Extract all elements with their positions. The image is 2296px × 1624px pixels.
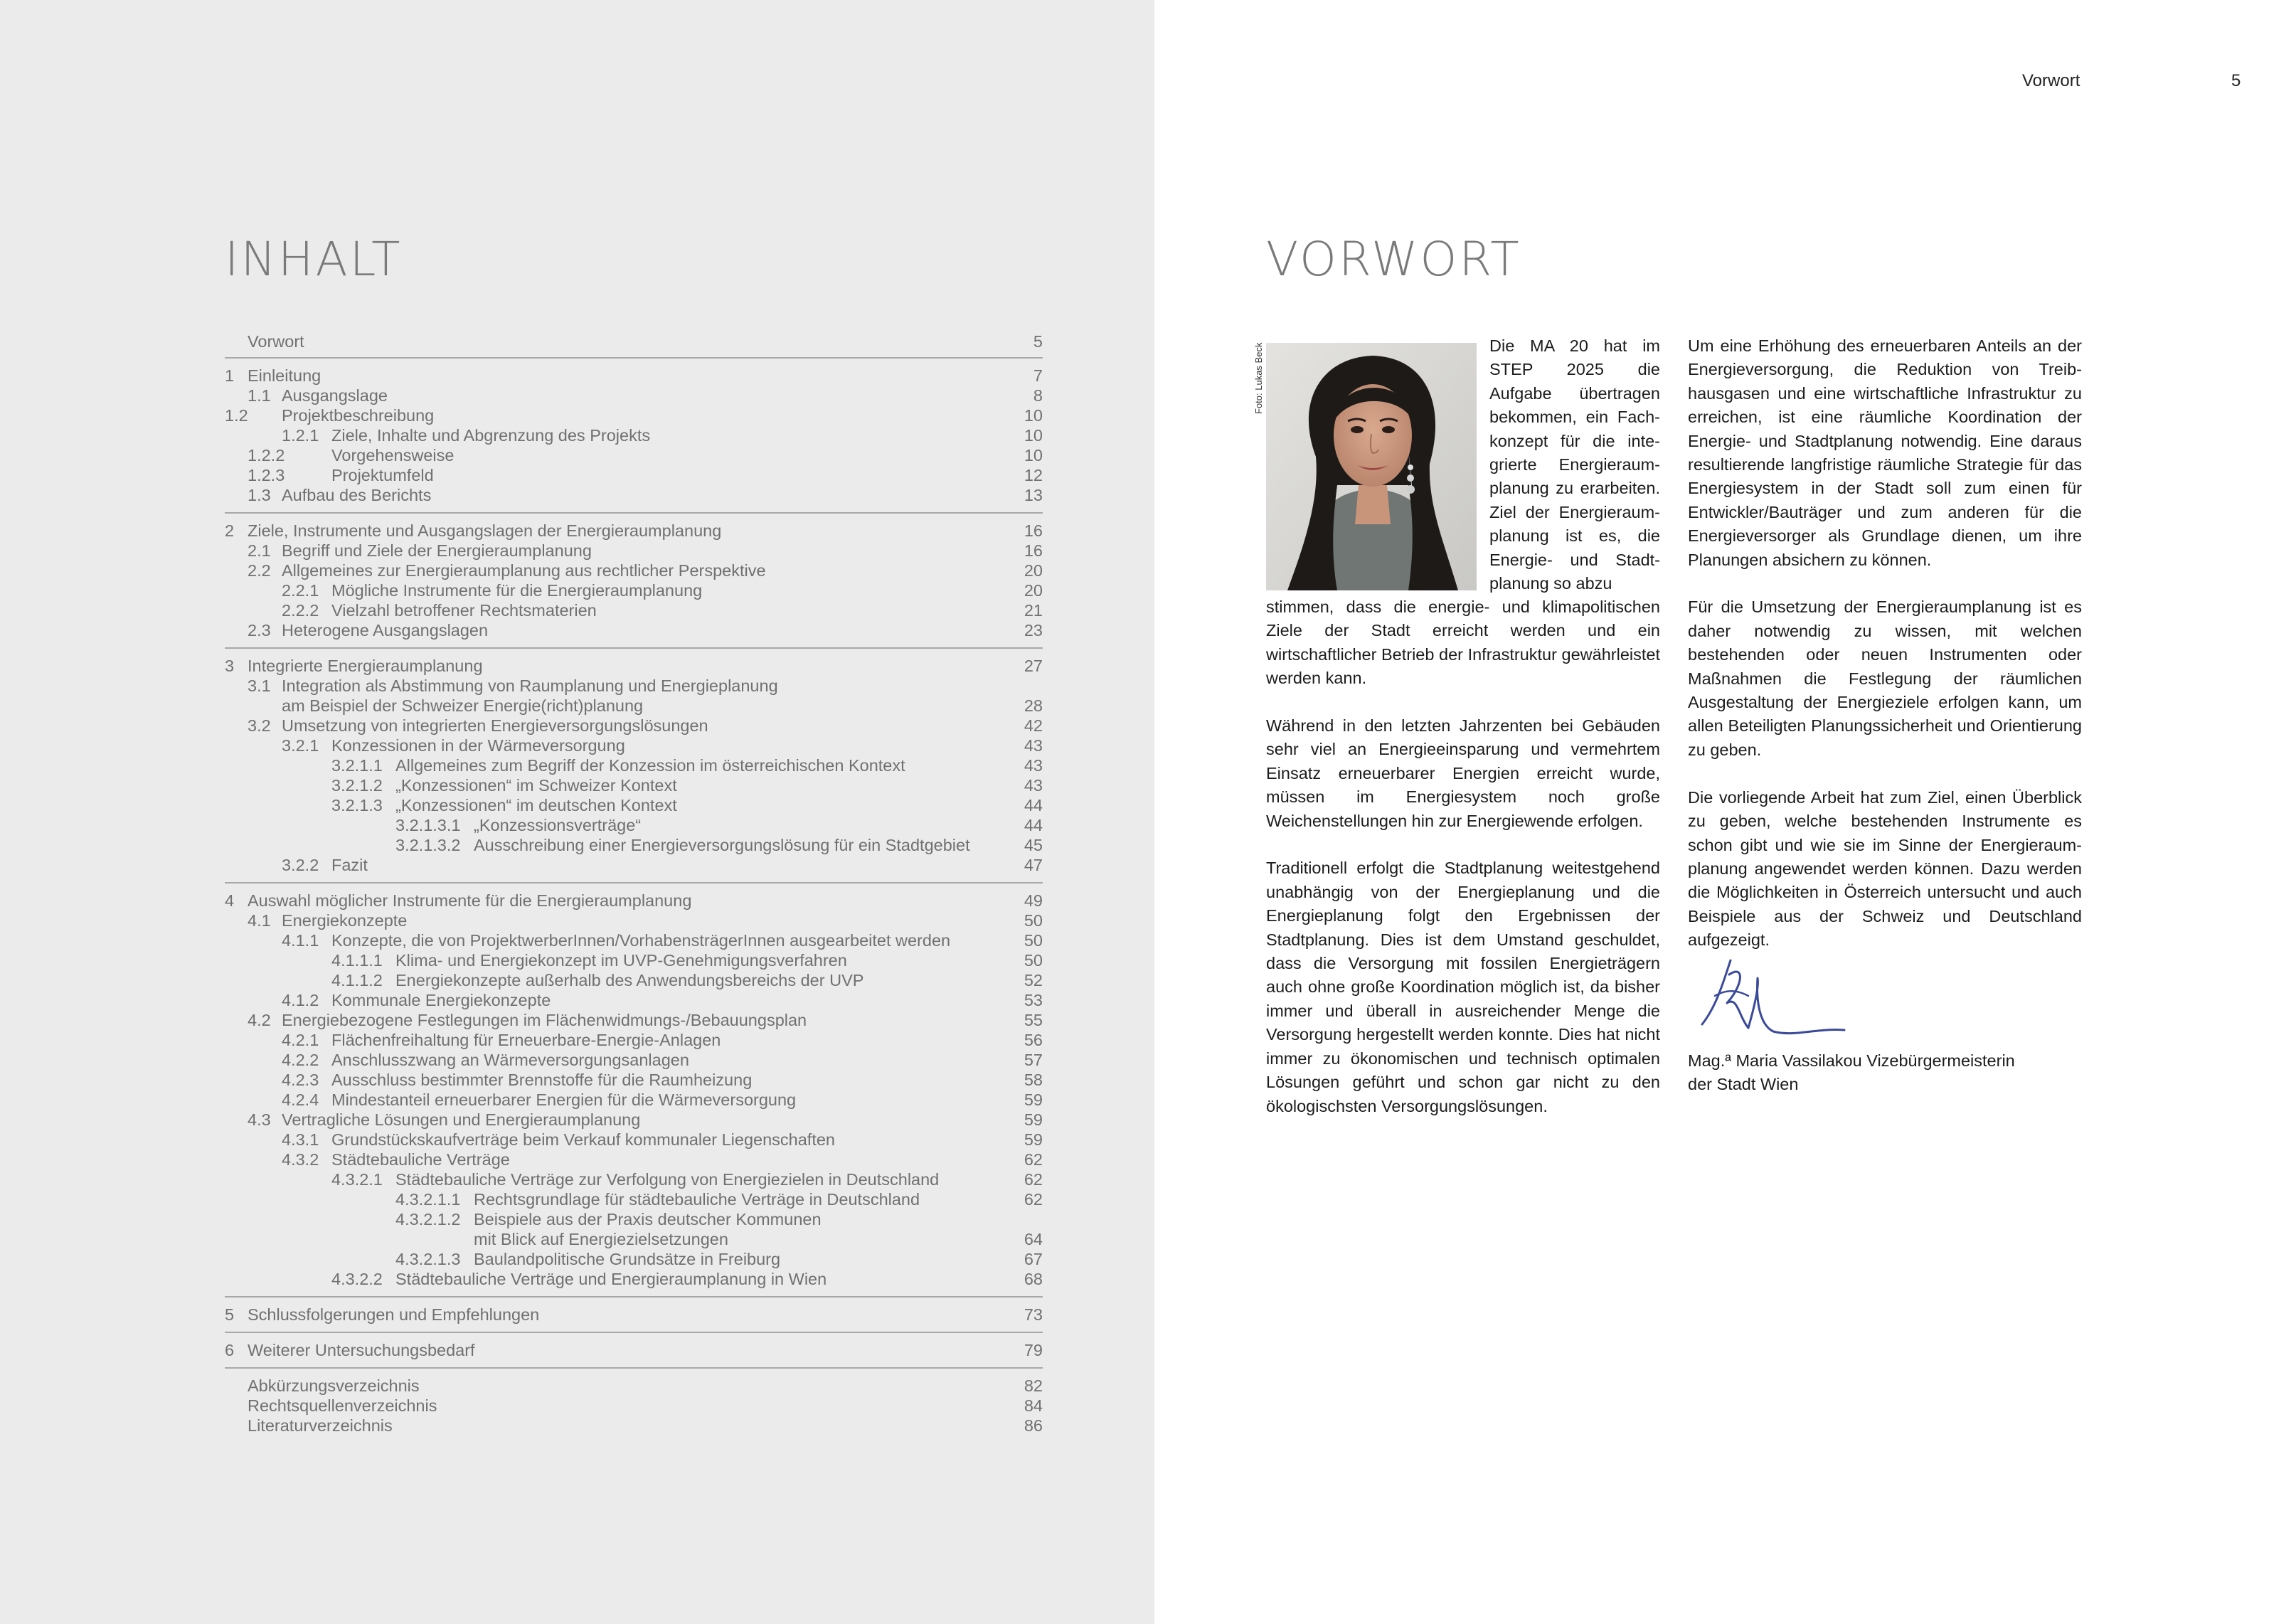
- toc-entry-title: Rechtsgrundlage für städtebauliche Verträge in Deutschland: [474, 1190, 920, 1209]
- toc-entry-number: 4.3.2.1.1: [395, 1190, 461, 1209]
- toc-entry-title: Integrierte Energieraumplanung: [248, 657, 483, 675]
- foreword-paragraph-5: Für die Umsetzung der Energieraumplanung ist es daher notwendig zu wissen, mit welchen bestehenden oder neuen Instrumenten oder Maßnahmen die Festlegung der räumlichen Ausgestaltung der Energieziele erfolgen kann, um allen Beteiligten Planungssicherheit und Orientierung zu geben.: [1688, 598, 2082, 759]
- toc-entry-number: 3.2.1.3.1: [395, 816, 461, 834]
- toc-entry-page: 12: [1024, 466, 1043, 484]
- toc-entry-page: 16: [1024, 521, 1043, 540]
- toc-entry-number: 3.2: [248, 716, 271, 735]
- toc-entry-page: 21: [1024, 601, 1043, 620]
- foreword-col2: [1688, 334, 2082, 976]
- toc-entry-page: 50: [1024, 931, 1043, 950]
- toc-entry-number: 1.1: [248, 386, 271, 405]
- toc-entry[interactable]: [225, 1229, 1043, 1249]
- toc-entry-number: 3.2.1.3.2: [395, 836, 461, 854]
- toc-entry-number: 1: [225, 366, 235, 385]
- toc-entry-number: 3: [225, 657, 235, 675]
- toc-entry[interactable]: [225, 1189, 1043, 1209]
- toc-entry-title: Begriff und Ziele der Energieraumplanung: [282, 541, 592, 560]
- toc-entry-number: 4: [225, 891, 235, 910]
- toc-entry-number: 4.2: [248, 1011, 271, 1029]
- toc-entry-page: 49: [1024, 891, 1043, 910]
- toc-entry-title: „Konzessionsverträge“: [474, 816, 642, 834]
- toc-entry-number: 4.3.2.2: [331, 1270, 383, 1288]
- foreword-paragraph-6: Die vorliegende Arbeit hat zum Ziel, einen Überblick zu geben, welche bestehenden Instrumente es schon gibt und wie sie im Sinne der Energieraumplanung angewendet werden können. Dazu werden die Möglichkeiten in Österreich untersucht und auch Beispiele aus der Schweiz und Deutschland aufgezeigt.: [1688, 787, 2082, 950]
- signer-title: der Stadt Wien: [1688, 1075, 1799, 1094]
- toc-entry[interactable]: [225, 1396, 1043, 1416]
- toc-entry-page: 68: [1024, 1270, 1043, 1288]
- foreword-paragraph-4: Um eine Erhöhung des erneuerbaren Anteils an der Energieversorgung, die Reduktion von Treibhausgasen und eine wirtschaftliche Infrastruktur zu erreichen, ist eine räumliche Koordination der Energie- und Stadtplanung notwendig. Eine daraus resultierende langfristige räumliche Strategie für das Energiesystem in der Stadt soll zum einen für Entwickler/Bauträger und zum anderen für die Energieversorger als Grundlage dienen, um ihre Planungen absichern zu können.: [1688, 336, 2082, 569]
- toc-entry-number: 2.2.2: [282, 601, 319, 620]
- toc-entry-title: Integration als Abstimmung von Raumplanung und Energieplanung: [282, 676, 778, 695]
- toc-entry-page: 27: [1024, 657, 1043, 675]
- toc-entry-page: 7: [1033, 366, 1043, 385]
- toc-entry[interactable]: [225, 950, 1043, 970]
- toc-entry-title: Energiekonzepte: [282, 911, 408, 930]
- toc-entry[interactable]: [225, 1110, 1043, 1130]
- toc-entry[interactable]: [225, 521, 1043, 541]
- toc-entry-number: 4.3.1: [282, 1130, 319, 1149]
- toc-entry[interactable]: [225, 911, 1043, 930]
- toc-entry-title: Energiekonzepte außerhalb des Anwendungsbereichs der UVP: [395, 971, 864, 989]
- foreword-paragraph-3: Traditionell erfolgt die Stadtplanung weitestgehend unabhängig von der Energieplanung und die Energieplanung folgt den Ergebnissen der Stadtplanung. Dies ist dem Umstand geschuldet, dass die Versorgung mit fossilen Energieträgern auch ohne große Koordination möglich ist, da bisher immer und überall in ausreichender Menge die Versorgung hergestellt werden konnte. Dies hat nicht immer zu ökonomischen und technisch optimalen Lösungen geführt und schon gar nicht zu den ökologischsten Versorgungslösungen.: [1266, 859, 1660, 1115]
- toc-entry[interactable]: [225, 1050, 1043, 1070]
- foreword-paragraph-2: Während in den letzten Jahrzenten bei Gebäuden sehr viel an Energieeinsparung und vermehrtem Einsatz erneuerbarer Energien erreicht wurde, müssen im Energiesystem noch große Weichenstellungen hin zur Energiewende erfolgen.: [1266, 716, 1660, 830]
- toc-entry[interactable]: [225, 795, 1043, 815]
- toc-entry-number: 3.2.1.2: [331, 776, 383, 795]
- toc-entry[interactable]: [225, 445, 1043, 465]
- toc-entry[interactable]: [225, 405, 1043, 425]
- toc-entry[interactable]: [225, 1070, 1043, 1090]
- toc-group: [225, 882, 1043, 1296]
- toc-entry-title: Vorwort: [248, 332, 304, 351]
- toc-group: [225, 331, 1043, 357]
- toc-entry[interactable]: [225, 1376, 1043, 1396]
- toc-entry-title: Baulandpolitische Grundsätze in Freiburg: [474, 1250, 781, 1268]
- toc-entry-title: Ausschluss bestimmter Brennstoffe für die Raumheizung: [331, 1071, 753, 1089]
- toc-entry-page: 64: [1024, 1230, 1043, 1248]
- foreword-paragraph-intro: Die MA 20 hat im STEP 2025 die Aufgabe übertragen bekommen, ein Fachkonzept für die integrierte Energieraumplanung zu erarbeiten. Ziel der Energieraumplanung ist es, die Energie- und Stadtplanung so abzu: [1489, 336, 1660, 593]
- toc-entry[interactable]: [225, 815, 1043, 835]
- toc-entry-number: 4.3.2.1.3: [395, 1250, 461, 1268]
- toc-entry[interactable]: [225, 1010, 1043, 1030]
- toc-entry[interactable]: [225, 465, 1043, 485]
- toc-entry-title: Abkürzungsverzeichnis: [248, 1376, 420, 1395]
- toc-entry[interactable]: [225, 835, 1043, 855]
- toc-group: [225, 647, 1043, 882]
- toc-entry-number: 4.2.1: [282, 1031, 319, 1049]
- toc-entry-page: 43: [1024, 776, 1043, 795]
- toc-entry-number: 4.2.4: [282, 1090, 319, 1109]
- toc-entry-number: 4.2.3: [282, 1071, 319, 1089]
- toc-entry-page: 43: [1024, 756, 1043, 775]
- toc-entry-title: Auswahl möglicher Instrumente für die Energieraumplanung: [248, 891, 692, 910]
- toc-entry-number: 5: [225, 1305, 235, 1324]
- toc-entry[interactable]: [225, 676, 1043, 696]
- toc-entry-page: 43: [1024, 736, 1043, 755]
- toc-entry-title: Allgemeines zum Begriff der Konzession im österreichischen Kontext: [395, 756, 905, 775]
- toc-entry-title: Vorgehensweise: [331, 446, 455, 465]
- toc-entry-page: 62: [1024, 1150, 1043, 1169]
- toc-entry-page: 67: [1024, 1250, 1043, 1268]
- toc-entry-title: Beispiele aus der Praxis deutscher Kommunen: [474, 1210, 822, 1228]
- toc-entry-page: 47: [1024, 856, 1043, 874]
- toc-entry[interactable]: [225, 485, 1043, 505]
- toc-entry-number: 4.3.2.1: [331, 1170, 383, 1189]
- toc-entry-number: 3.2.1: [282, 736, 319, 755]
- toc-entry-title: Flächenfreihaltung für Erneuerbare-Energie-Anlagen: [331, 1031, 721, 1049]
- toc-entry-page: 50: [1024, 951, 1043, 970]
- toc-entry[interactable]: [225, 600, 1043, 620]
- toc-entry-title: Ausgangslage: [282, 386, 388, 405]
- toc-entry-page: 84: [1024, 1396, 1043, 1415]
- toc-entry-page: 5: [1033, 332, 1043, 351]
- toc-entry-number: 4.3.2: [282, 1150, 319, 1169]
- toc-entry-page: 73: [1024, 1305, 1043, 1324]
- toc-entry-page: 23: [1024, 621, 1043, 639]
- toc-entry[interactable]: [225, 580, 1043, 600]
- toc-entry-page: 55: [1024, 1011, 1043, 1029]
- toc-entry-number: 4.1: [248, 911, 271, 930]
- toc-entry[interactable]: [225, 1150, 1043, 1169]
- toc-group: [225, 1332, 1043, 1367]
- toc-entry-title: Vielzahl betroffener Rechtsmaterien: [331, 601, 597, 620]
- toc-entry-number: 4.1.1.1: [331, 951, 383, 970]
- toc-entry-page: 10: [1024, 446, 1043, 465]
- toc-entry[interactable]: [225, 1249, 1043, 1269]
- toc-entry[interactable]: [225, 386, 1043, 405]
- toc-entry-title: Schlussfolgerungen und Empfehlungen: [248, 1305, 540, 1324]
- signature: [1688, 946, 1859, 1060]
- toc-entry-title: „Konzessionen“ im Schweizer Kontext: [395, 776, 677, 795]
- toc-entry-number: 1.2.2: [248, 446, 285, 465]
- toc-entry-number: 6: [225, 1341, 235, 1359]
- toc-entry-page: 86: [1024, 1416, 1043, 1435]
- toc-entry-title: Grundstückskaufverträge beim Verkauf kommunaler Liegenschaften: [331, 1130, 835, 1149]
- toc-entry-title: Rechtsquellenverzeichnis: [248, 1396, 437, 1415]
- toc-entry-page: 79: [1024, 1341, 1043, 1359]
- toc-entry-page: 42: [1024, 716, 1043, 735]
- toc-entry-title: Einleitung: [248, 366, 321, 385]
- foreword-title: VORWORT: [1266, 232, 1521, 287]
- toc-entry[interactable]: [225, 620, 1043, 640]
- toc-entry-title: Fazit: [331, 856, 368, 874]
- toc-entry-number: 1.2.1: [282, 426, 319, 445]
- toc-entry-number: 2.3: [248, 621, 271, 639]
- foreword-col1-intro: [1489, 334, 1660, 595]
- toc-group: [225, 357, 1043, 512]
- toc-entry-page: 82: [1024, 1376, 1043, 1395]
- toc-entry[interactable]: [225, 855, 1043, 875]
- toc-entry-title: Ziele, Instrumente und Ausgangslagen der Energieraumplanung: [248, 521, 722, 540]
- toc-entry-page: 52: [1024, 971, 1043, 989]
- toc-group: [225, 512, 1043, 647]
- toc-entry-number: 4.3: [248, 1110, 271, 1129]
- toc-entry-title: Ausschreibung einer Energieversorgungslösung für ein Stadtgebiet: [474, 836, 970, 854]
- portrait-illustration: [1266, 343, 1477, 590]
- foreword-col1: [1266, 595, 1660, 1142]
- toc-entry[interactable]: [225, 1340, 1043, 1360]
- toc-entry[interactable]: [225, 561, 1043, 580]
- foreword-paragraph-1-cont: stimmen, dass die energie- und klimapolitischen Ziele der Stadt erreicht werden und ein wirtschaftlicher Betrieb der Infrastruktur gewährleistet werden kann.: [1266, 598, 1660, 688]
- toc-entry-page: 45: [1024, 836, 1043, 854]
- toc-entry-title: Mindestanteil erneuerbarer Energien für die Wärmeversorgung: [331, 1090, 797, 1109]
- portrait-photo: [1266, 343, 1477, 590]
- toc-entry-number: 2: [225, 521, 235, 540]
- toc-entry-title: Vertragliche Lösungen und Energieraumplanung: [282, 1110, 641, 1129]
- toc-entry-page: 44: [1024, 796, 1043, 814]
- toc-entry[interactable]: [225, 990, 1043, 1010]
- toc-entry-title: Umsetzung von integrierten Energieversorgungslösungen: [282, 716, 708, 735]
- toc-entry[interactable]: [225, 930, 1043, 950]
- toc-entry-number: 2.2.1: [282, 581, 319, 600]
- toc-entry[interactable]: [225, 716, 1043, 736]
- toc-entry-title: Anschlusszwang an Wärmeversorgungsanlagen: [331, 1051, 689, 1069]
- toc-entry-number: 4.2.2: [282, 1051, 319, 1069]
- toc-entry-page: 58: [1024, 1071, 1043, 1089]
- toc-entry-number: 1.2.3: [248, 466, 285, 484]
- toc-entry-number: 2.1: [248, 541, 271, 560]
- toc-entry[interactable]: [225, 1130, 1043, 1150]
- toc-entry-page: 56: [1024, 1031, 1043, 1049]
- toc-entry[interactable]: [225, 1090, 1043, 1110]
- toc-entry-title: „Konzessionen“ im deutschen Kontext: [395, 796, 677, 814]
- toc-entry-page: 53: [1024, 991, 1043, 1009]
- toc-entry-title: Konzepte, die von ProjektwerberInnen/VorhabensträgerInnen ausgearbeitet werden: [331, 931, 951, 950]
- toc-entry-number: 1.2: [225, 406, 248, 425]
- toc-entry-title: mit Blick auf Energiezielsetzungen: [474, 1230, 728, 1248]
- toc-entry-page: 8: [1033, 386, 1043, 405]
- toc-entry-page: 62: [1024, 1170, 1043, 1189]
- toc-entry-page: 57: [1024, 1051, 1043, 1069]
- toc-entry[interactable]: [225, 970, 1043, 990]
- toc-entry[interactable]: [225, 366, 1043, 386]
- toc-entry-page: 10: [1024, 406, 1043, 425]
- signer-name: Mag.ª Maria Vassilakou Vizebürgermeisterin: [1688, 1051, 2015, 1070]
- toc-entry[interactable]: [225, 1209, 1043, 1229]
- toc-entry-page: 28: [1024, 696, 1043, 715]
- toc-entry[interactable]: [225, 656, 1043, 676]
- toc-entry-title: Ziele, Inhalte und Abgrenzung des Projekts: [331, 426, 651, 445]
- toc-entry-number: 3.1: [248, 676, 271, 695]
- running-header: Vorwort: [2022, 71, 2080, 90]
- toc-entry[interactable]: [225, 736, 1043, 755]
- toc-entry-page: 59: [1024, 1130, 1043, 1149]
- toc-entry-number: 2.2: [248, 561, 271, 580]
- toc-entry-page: 16: [1024, 541, 1043, 560]
- toc-entry-page: 13: [1024, 486, 1043, 504]
- toc-entry[interactable]: [225, 1030, 1043, 1050]
- toc-entry-title: Weiterer Untersuchungsbedarf: [248, 1341, 475, 1359]
- toc-entry-number: 3.2.1.1: [331, 756, 383, 775]
- toc-entry-page: 20: [1024, 561, 1043, 580]
- toc-entry-page: 59: [1024, 1090, 1043, 1109]
- toc-entry-page: 50: [1024, 911, 1043, 930]
- toc-entry[interactable]: [225, 891, 1043, 911]
- toc-entry-title: am Beispiel der Schweizer Energie(richt)planung: [282, 696, 644, 715]
- toc-entry[interactable]: [225, 696, 1043, 716]
- toc-entry-title: Literaturverzeichnis: [248, 1416, 393, 1435]
- photo-credit: Foto: Lukas Beck: [1253, 342, 1264, 414]
- toc-title: INHALT: [225, 232, 403, 287]
- toc-entry[interactable]: [225, 541, 1043, 561]
- toc-entry-title: Kommunale Energiekonzepte: [331, 991, 551, 1009]
- toc-entry[interactable]: [225, 1416, 1043, 1435]
- toc-entry-title: Mögliche Instrumente für die Energieraumplanung: [331, 581, 703, 600]
- toc-entry-number: 3.2.2: [282, 856, 319, 874]
- toc-entry-page: 62: [1024, 1190, 1043, 1209]
- toc-entry[interactable]: [225, 1269, 1043, 1289]
- signer-block: [1688, 1049, 2082, 1097]
- toc-entry-title: Aufbau des Berichts: [282, 486, 432, 504]
- toc-entry-number: 4.1.1: [282, 931, 319, 950]
- toc-entry[interactable]: [225, 331, 1043, 351]
- toc-entry[interactable]: [225, 1305, 1043, 1325]
- toc-entry-title: Städtebauliche Verträge zur Verfolgung von Energiezielen in Deutschland: [395, 1170, 940, 1189]
- toc-entry-page: 10: [1024, 426, 1043, 445]
- toc-entry[interactable]: [225, 755, 1043, 775]
- toc-entry-number: 3.2.1.3: [331, 796, 383, 814]
- toc-entry-page: 44: [1024, 816, 1043, 834]
- toc-entry[interactable]: [225, 425, 1043, 445]
- toc-entry-title: Konzessionen in der Wärmeversorgung: [331, 736, 625, 755]
- toc-entry-number: 4.3.2.1.2: [395, 1210, 461, 1228]
- toc-entry-page: 59: [1024, 1110, 1043, 1129]
- toc-entry-title: Allgemeines zur Energieraumplanung aus rechtlicher Perspektive: [282, 561, 766, 580]
- toc-entry-title: Heterogene Ausgangslagen: [282, 621, 489, 639]
- toc-entry-title: Städtebauliche Verträge: [331, 1150, 510, 1169]
- table-of-contents: [225, 331, 1043, 1443]
- toc-entry-title: Projektumfeld: [331, 466, 434, 484]
- toc-entry[interactable]: [225, 1169, 1043, 1189]
- toc-entry-number: 4.1.1.2: [331, 971, 383, 989]
- toc-entry-title: Klima- und Energiekonzept im UVP-Genehmigungsverfahren: [395, 951, 847, 970]
- toc-entry-title: Städtebauliche Verträge und Energieraumplanung in Wien: [395, 1270, 827, 1288]
- toc-entry[interactable]: [225, 775, 1043, 795]
- toc-entry-title: Energiebezogene Festlegungen im Flächenwidmungs-/Bebauungsplan: [282, 1011, 807, 1029]
- toc-group: [225, 1367, 1043, 1443]
- toc-entry-page: 20: [1024, 581, 1043, 600]
- page-number: 5: [2231, 71, 2241, 90]
- toc-group: [225, 1296, 1043, 1332]
- toc-entry-title: Projektbeschreibung: [282, 406, 435, 425]
- toc-entry-number: 4.1.2: [282, 991, 319, 1009]
- toc-entry-number: 1.3: [248, 486, 271, 504]
